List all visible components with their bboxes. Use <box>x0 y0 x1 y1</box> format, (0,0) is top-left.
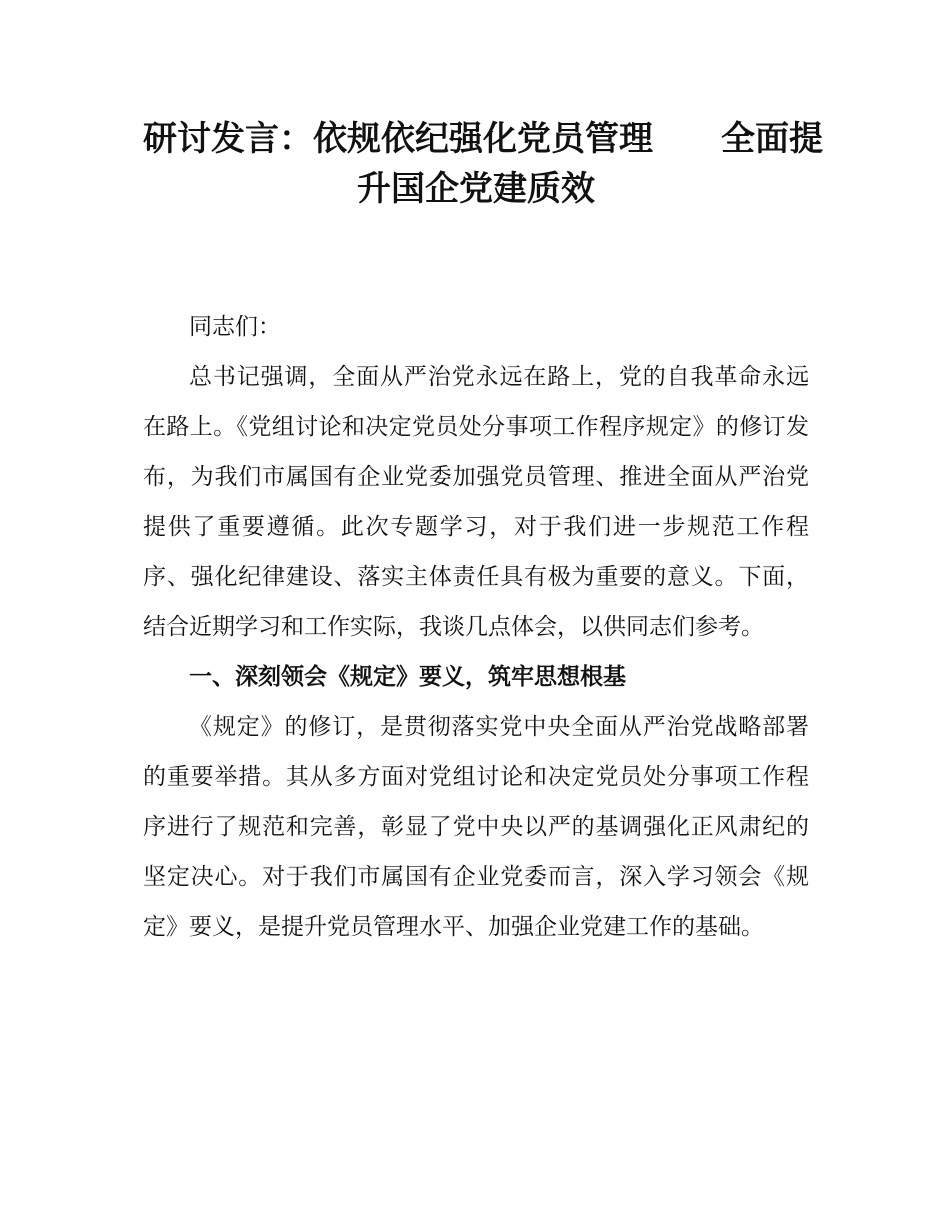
document-title-line-2: 升国企党建质效 <box>357 169 595 209</box>
intro-paragraph: 总书记强调，全面从严治党永远在路上，党的自我革命永远在路上。《党组讨论和决定党员处分事项工作程序规定》的修订发布，为我们市属国有企业党委加强党员管理、推进全面从严治党提供了重要遵循。此次专题学习，对于我们进一步规范工作程序、强化纪律建设、落实主体责任具有极为重要的意义。下面，结合近期学习和工作实际，我谈几点体会，以供同志们参考。 <box>143 364 809 640</box>
section-1-paragraph: 《规定》的修订，是贯彻落实党中央全面从严治党战略部署的重要举措。其从多方面对党组讨论和决定党员处分事项工作程序进行了规范和完善，彰显了党中央以严的基调强化正风肃纪的坚定决心。对于我们市属国有企业党委而言，深入学习领会《规定》要义，是提升党员管理水平、加强企业党建工作的基础。 <box>143 714 809 940</box>
salutation: 同志们： <box>189 314 281 340</box>
section-1-heading: 一、深刻领会《规定》要义，筑牢思想根基 <box>189 664 626 690</box>
document-title-line-1: 研讨发言：依规依纪强化党员管理 全面提 <box>143 119 823 159</box>
document-body <box>143 302 809 952</box>
